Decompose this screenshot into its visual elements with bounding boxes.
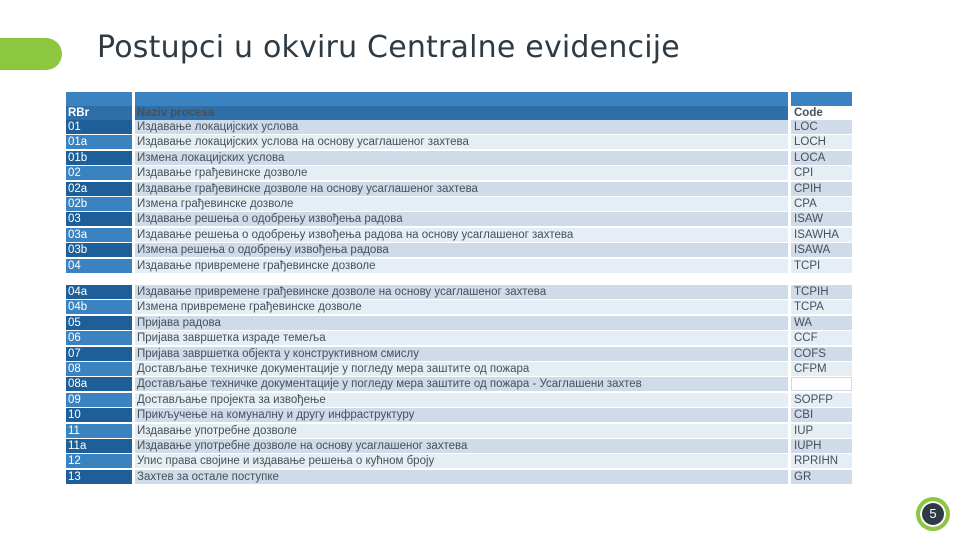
process-name: Пријава завршетка израде темеља	[135, 331, 788, 345]
process-code: TCPA	[791, 300, 852, 314]
row-number: 02	[66, 166, 132, 180]
row-number: 10	[66, 408, 132, 422]
process-name: Измена локацијских услова	[135, 151, 788, 165]
process-code: COFS	[791, 347, 852, 361]
row-number: 04a	[66, 285, 132, 299]
row-number: 03b	[66, 243, 132, 257]
table-row	[66, 316, 852, 331]
process-name: Издавање употребне дозволе	[135, 424, 788, 438]
row-number: 01	[66, 120, 132, 134]
table-row	[66, 135, 852, 150]
row-number: 11a	[66, 439, 132, 453]
process-code: IUPH	[791, 439, 852, 453]
process-name: Издавање привремене грађевинске дозволе на основу усаглашеног захтева	[135, 285, 788, 299]
table-row	[66, 424, 852, 439]
table-row	[66, 454, 852, 469]
page-number: 5	[920, 501, 946, 527]
table-row	[66, 166, 852, 181]
process-name: Пријава завршетка објекта у конструктивном смислу	[135, 347, 788, 361]
process-name: Измена привремене грађевинске дозволе	[135, 300, 788, 314]
row-number: 07	[66, 347, 132, 361]
process-code: CFPM	[791, 362, 852, 376]
row-number: 02b	[66, 197, 132, 211]
row-number: 02a	[66, 182, 132, 196]
process-name: Измена решења о одобрењу извођења радова	[135, 243, 788, 257]
row-number: 08	[66, 362, 132, 376]
process-name: Издавање локацијских услова на основу усаглашеног захтева	[135, 135, 788, 149]
table-row	[66, 228, 852, 243]
table-row	[66, 182, 852, 197]
process-code: CCF	[791, 331, 852, 345]
process-name: Достављање техничке документације у погледу мера заштите од пожара	[135, 362, 788, 376]
row-number: 03	[66, 212, 132, 226]
table-row	[66, 300, 852, 315]
table-row	[66, 120, 852, 135]
process-name: Издавање грађевинске дозволе	[135, 166, 788, 180]
table-row	[66, 347, 852, 362]
process-name: Достављање техничке документације у погледу мера заштите од пожара - Усаглашени захтев	[135, 377, 788, 391]
table-header-row	[66, 92, 852, 120]
table-row	[66, 212, 852, 227]
row-number: 05	[66, 316, 132, 330]
process-name: Измена грађевинске дозволе	[135, 197, 788, 211]
process-code	[791, 377, 852, 391]
table-row	[66, 377, 852, 392]
process-name: Издавање грађевинске дозволе на основу усаглашеног захтева	[135, 182, 788, 196]
row-number: 04b	[66, 300, 132, 314]
process-name: Достављање пројекта за извођење	[135, 393, 788, 407]
process-name: Захтев за остале поступке	[135, 470, 788, 484]
process-code: ISAWHA	[791, 228, 852, 242]
table-row	[66, 243, 852, 258]
row-number: 04	[66, 259, 132, 273]
table-row	[66, 408, 852, 423]
row-number: 13	[66, 470, 132, 484]
process-code: CPA	[791, 197, 852, 211]
table-row	[66, 439, 852, 454]
title-accent-bar	[0, 38, 62, 70]
row-number: 09	[66, 393, 132, 407]
process-table-part-2	[66, 285, 852, 485]
row-number: 03a	[66, 228, 132, 242]
process-code: CPIH	[791, 182, 852, 196]
process-code: IUP	[791, 424, 852, 438]
process-code: ISAWA	[791, 243, 852, 257]
process-code: GR	[791, 470, 852, 484]
row-number: 12	[66, 454, 132, 468]
table-row	[66, 362, 852, 377]
process-name: Издавање решења о одобрењу извођења радова	[135, 212, 788, 226]
process-name: Прикључење на комуналну и другу инфраструктуру	[135, 408, 788, 422]
table-row	[66, 151, 852, 166]
row-number: 08a	[66, 377, 132, 391]
process-name: Издавање употребне дозволе на основу усаглашеног захтева	[135, 439, 788, 453]
process-code: LOCH	[791, 135, 852, 149]
table-row	[66, 331, 852, 346]
process-code: CBI	[791, 408, 852, 422]
process-code: LOCA	[791, 151, 852, 165]
table-row	[66, 393, 852, 408]
process-table-part-1	[66, 92, 852, 274]
process-code: ISAW	[791, 212, 852, 226]
process-code: RPRIHN	[791, 454, 852, 468]
process-code: WA	[791, 316, 852, 330]
header-code: Code	[791, 92, 852, 120]
table-row	[66, 259, 852, 274]
row-number: 06	[66, 331, 132, 345]
row-number: 01a	[66, 135, 132, 149]
process-name: Издавање локацијских услова	[135, 120, 788, 134]
process-code: SOPFP	[791, 393, 852, 407]
row-number: 11	[66, 424, 132, 438]
process-code: LOC	[791, 120, 852, 134]
row-number: 01b	[66, 151, 132, 165]
process-code: CPI	[791, 166, 852, 180]
page-title: Postupci u okviru Centralne evidencije	[97, 30, 680, 65]
process-name: Издавање привремене грађевинске дозволе	[135, 259, 788, 273]
process-name: Упис права својине и издавање решења о кућном броју	[135, 454, 788, 468]
process-code: TCPI	[791, 259, 852, 273]
table-row	[66, 285, 852, 300]
process-code: TCPIH	[791, 285, 852, 299]
process-name: Издавање решења о одобрењу извођења радова на основу усаглашеног захтева	[135, 228, 788, 242]
process-name: Пријава радова	[135, 316, 788, 330]
header-rbr: RBr	[66, 92, 132, 120]
table-row	[66, 197, 852, 212]
header-process-name: Naziv procesa	[135, 92, 788, 120]
table-row	[66, 470, 852, 485]
